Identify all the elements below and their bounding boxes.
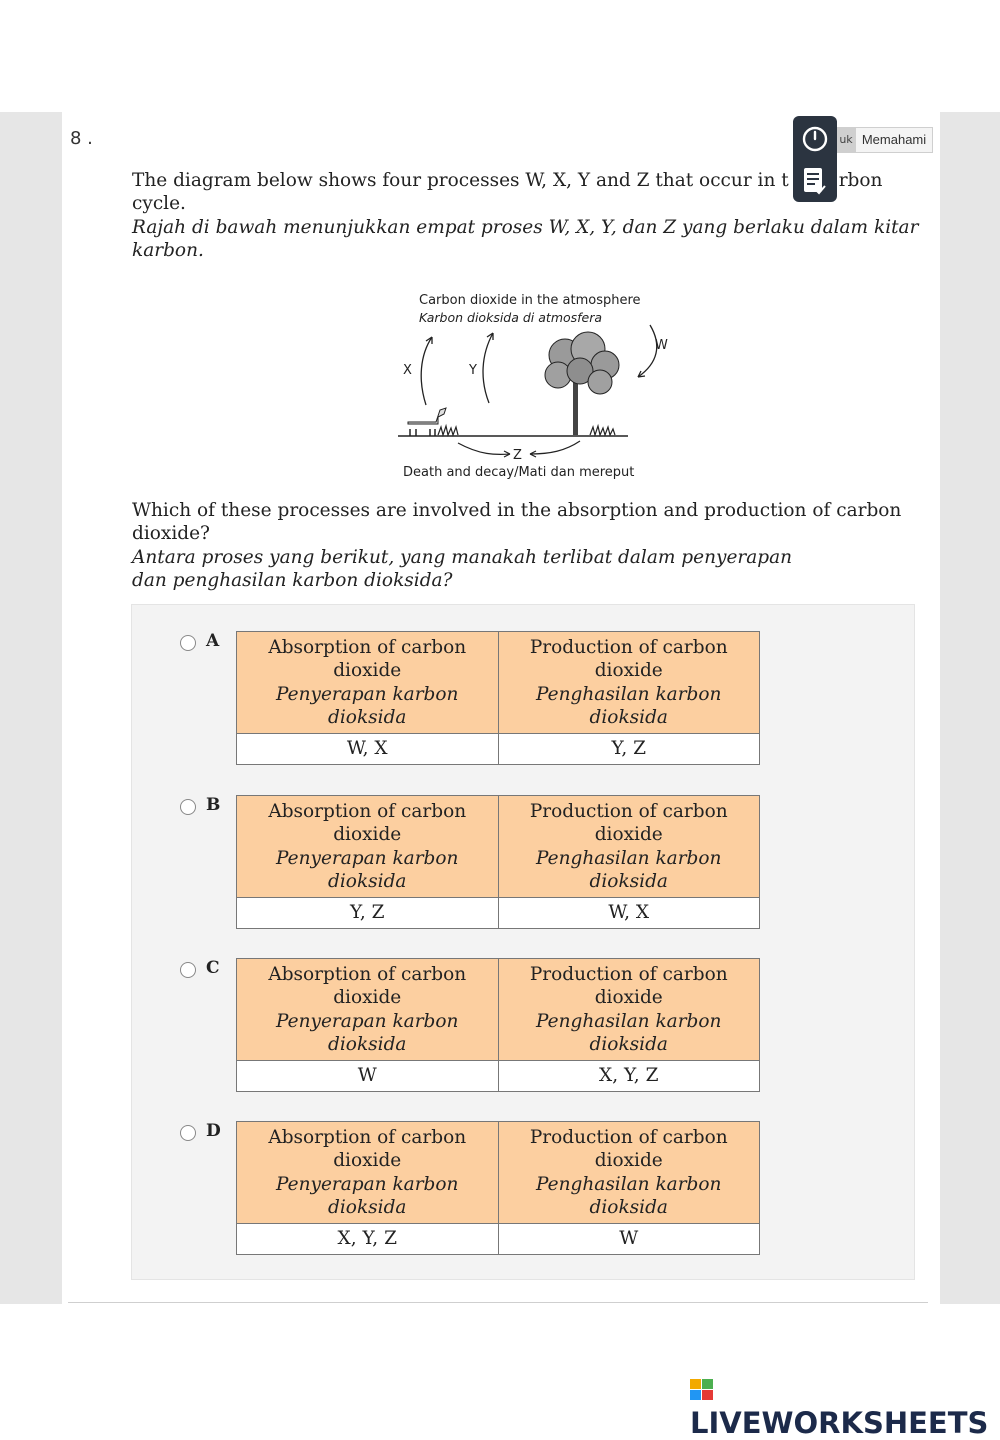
prompt-en-line1: Which of these processes are involved in the absorption and production of carbon (132, 500, 902, 521)
toolbar-partial-label: uk (837, 127, 855, 153)
skill-chip[interactable]: Memahami (855, 127, 933, 153)
option-letter: D (206, 1121, 221, 1141)
cell-absorption: W (237, 1061, 499, 1092)
arrow-z-right (530, 441, 580, 454)
timer-icon[interactable] (801, 124, 829, 152)
diagram-title-en: Carbon dioxide in the atmosphere (419, 293, 641, 308)
logo-icon (690, 1378, 714, 1402)
stem-en-text: The diagram below shows four processes W, X, Y and Z that occur in t (132, 170, 789, 191)
prompt-ms-line2: dan penghasilan karbon dioksida? (132, 570, 453, 591)
liveworksheets-logo[interactable] (690, 1372, 1000, 1440)
header-production: Production of carbon dioxide Penghasilan karbon dioksida (498, 632, 760, 734)
cell-production: Y, Z (498, 734, 760, 765)
option-letter: C (206, 958, 220, 978)
stem-ms-line2: karbon. (132, 240, 204, 261)
cell-absorption: W, X (237, 734, 499, 765)
label-x: X (403, 363, 412, 378)
option-letter: A (206, 631, 220, 651)
header-absorption: Absorption of carbon dioxide Penyerapan karbon dioksida (237, 1122, 499, 1224)
stem-ms-line1: Rajah di bawah menunjukkan empat proses W, X, Y, dan Z yang berlaku dalam kitar (132, 217, 919, 238)
prompt-ms-line1: Antara proses yang berikut, yang manakah terlibat dalam penyerapan (132, 547, 793, 568)
question-number: 8 . (70, 128, 93, 149)
cell-production: X, Y, Z (498, 1061, 760, 1092)
question-stem-ms (132, 216, 922, 262)
prompt-ms (132, 546, 922, 592)
option-table (236, 631, 760, 765)
carbon-cycle-diagram (390, 285, 670, 485)
option-table (236, 1121, 760, 1255)
prompt-en-line2: dioxide? (132, 523, 210, 544)
arrow-x (421, 337, 432, 405)
cell-production: W, X (498, 898, 760, 929)
goat-illustration (408, 408, 446, 436)
cell-production: W (498, 1224, 760, 1255)
divider (68, 1302, 928, 1303)
header-absorption: Absorption of carbon dioxide Penyerapan karbon dioksida (237, 959, 499, 1061)
header-production: Production of carbon dioxide Penghasilan karbon dioksida (498, 959, 760, 1061)
answer-options (131, 604, 915, 1280)
stem-en-line2: cycle. (132, 193, 186, 214)
checklist-icon[interactable] (802, 166, 828, 196)
header-absorption: Absorption of carbon dioxide Penyerapan karbon dioksida (237, 632, 499, 734)
header-production: Production of carbon dioxide Penghasilan karbon dioksida (498, 1122, 760, 1224)
prompt-en (132, 499, 922, 545)
radio-option-c[interactable] (180, 962, 196, 978)
floating-toolbar (793, 116, 837, 202)
arrow-y (483, 333, 493, 403)
radio-option-d[interactable] (180, 1125, 196, 1141)
option-table (236, 958, 760, 1092)
grass-right (590, 426, 615, 435)
label-z: Z (513, 448, 522, 463)
radio-option-a[interactable] (180, 635, 196, 651)
cell-absorption: X, Y, Z (237, 1224, 499, 1255)
option-table (236, 795, 760, 929)
option-letter: B (206, 795, 221, 815)
stem-en-text-2: rbon (838, 170, 883, 191)
logo-text: LIVEWORKSHEETS (690, 1406, 989, 1440)
grass-left (438, 426, 458, 435)
header-absorption: Absorption of carbon dioxide Penyerapan karbon dioksida (237, 796, 499, 898)
diagram-title-ms: Karbon dioksida di atmosfera (419, 310, 603, 325)
cell-absorption: Y, Z (237, 898, 499, 929)
arrow-w (638, 325, 657, 377)
diagram-caption: Death and decay/Mati dan mereput (403, 465, 635, 480)
tree-illustration (545, 332, 619, 435)
arrow-z-left (458, 443, 510, 454)
label-y: Y (469, 363, 477, 378)
label-w: W (655, 338, 668, 353)
radio-option-b[interactable] (180, 799, 196, 815)
header-production: Production of carbon dioxide Penghasilan karbon dioksida (498, 796, 760, 898)
